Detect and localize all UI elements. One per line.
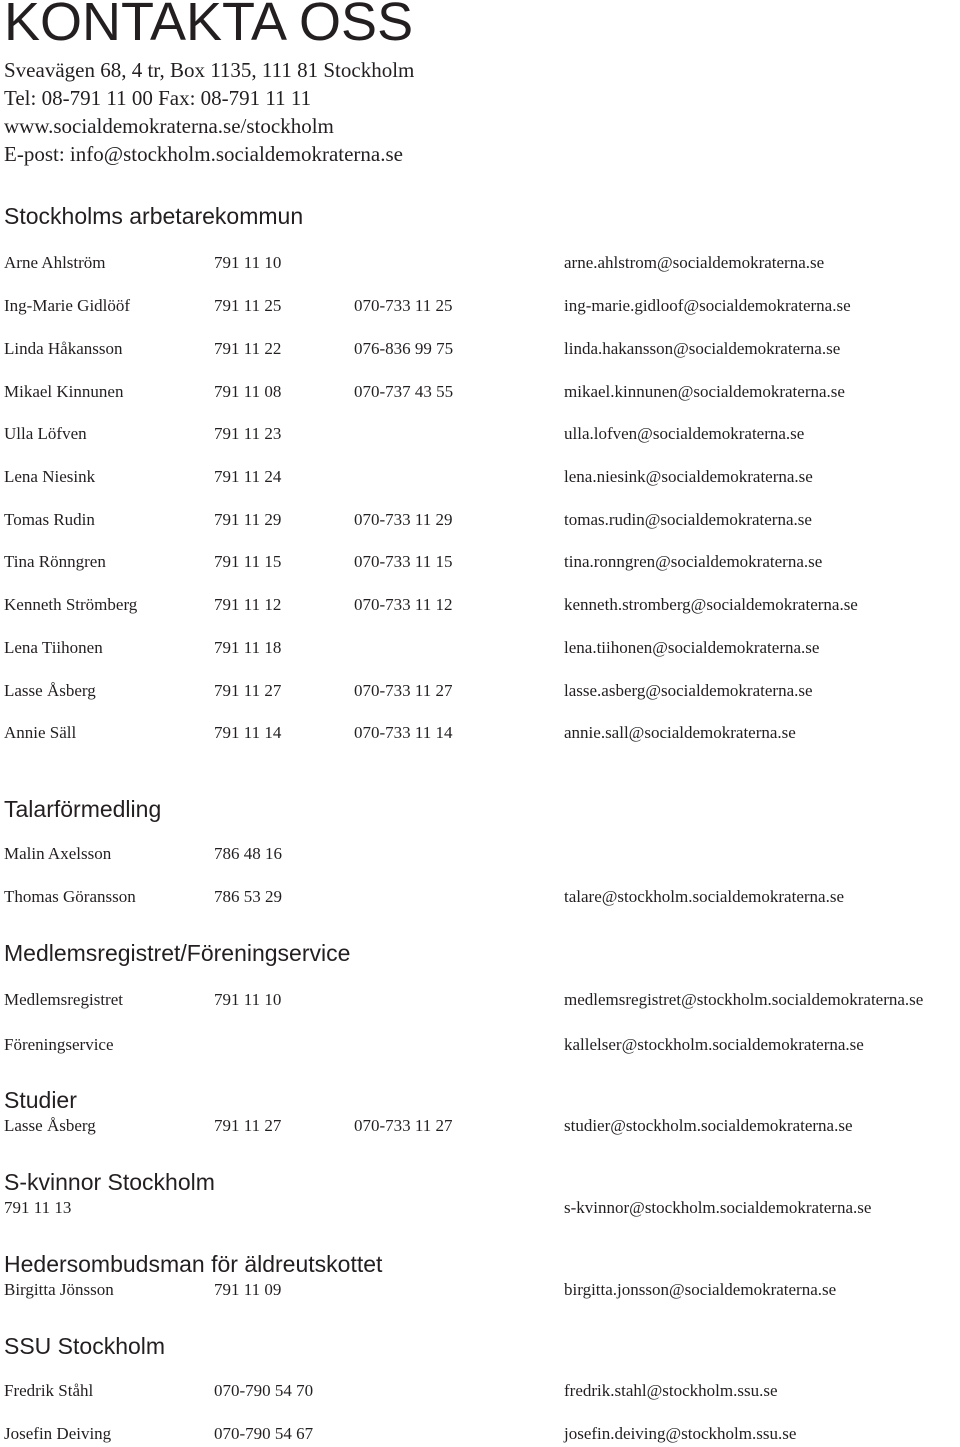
contact-row <box>0 884 960 910</box>
contact-mobile: 070-733 11 25 <box>354 296 453 315</box>
contact-mobile: 070-733 11 29 <box>354 510 453 529</box>
section-heading-ssu: SSU Stockholm <box>4 1333 166 1359</box>
page-title: KONTAKTA OSS <box>4 0 414 52</box>
contact-row <box>0 987 960 1013</box>
contact-row <box>0 1032 960 1058</box>
contact-name: Annie Säll <box>4 723 77 742</box>
contact-name: Medlemsregistret <box>4 990 123 1009</box>
contact-phone: 791 11 24 <box>214 467 282 486</box>
contact-phone: 791 11 18 <box>214 638 282 657</box>
contact-row <box>0 293 960 319</box>
contact-email[interactable]: medlemsregistret@stockholm.socialdemokraterna.se <box>564 990 924 1009</box>
contact-email[interactable]: ing-marie.gidloof@socialdemokraterna.se <box>564 296 851 315</box>
contact-phone: 791 11 10 <box>214 990 282 1009</box>
contact-phone: 786 53 29 <box>214 887 282 906</box>
contact-email[interactable]: fredrik.stahl@stockholm.ssu.se <box>564 1381 778 1400</box>
contact-email[interactable]: lena.niesink@socialdemokraterna.se <box>564 467 813 486</box>
contact-email[interactable]: ulla.lofven@socialdemokraterna.se <box>564 424 805 443</box>
section-heading-arbetarekommun: Stockholms arbetarekommun <box>4 203 304 229</box>
section-heading-talarformedling: Talarförmedling <box>4 796 162 822</box>
address-line: Sveavägen 68, 4 tr, Box 1135, 111 81 Stockholm <box>4 58 415 82</box>
contact-email[interactable]: mikael.kinnunen@socialdemokraterna.se <box>564 382 845 401</box>
contact-name: Malin Axelsson <box>4 844 112 863</box>
contact-phone: 791 11 22 <box>214 339 282 358</box>
contact-row <box>0 678 960 704</box>
contact-phone: 786 48 16 <box>214 844 282 863</box>
contact-name: Föreningservice <box>4 1035 114 1054</box>
contact-name: Mikael Kinnunen <box>4 382 124 401</box>
contact-row <box>0 592 960 618</box>
contact-name: Ing-Marie Gidlööf <box>4 296 131 315</box>
contact-email[interactable]: tina.ronngren@socialdemokraterna.se <box>564 552 823 571</box>
contact-row <box>0 549 960 575</box>
contact-name: Fredrik Ståhl <box>4 1381 94 1400</box>
contact-email[interactable]: studier@stockholm.socialdemokraterna.se <box>564 1116 853 1135</box>
contact-mobile: 070-733 11 12 <box>354 595 453 614</box>
contact-name: Tina Rönngren <box>4 552 106 571</box>
contact-row <box>0 379 960 405</box>
contact-email[interactable]: arne.ahlstrom@socialdemokraterna.se <box>564 253 825 272</box>
contact-name: Ulla Löfven <box>4 424 87 443</box>
contact-phone: 791 11 12 <box>214 595 282 614</box>
contact-email[interactable]: lena.tiihonen@socialdemokraterna.se <box>564 638 820 657</box>
contact-email[interactable]: annie.sall@socialdemokraterna.se <box>564 723 796 742</box>
contact-mobile: 070-733 11 14 <box>354 723 453 742</box>
contact-mobile: 070-733 11 15 <box>354 552 453 571</box>
contact-name: Lasse Åsberg <box>4 1116 96 1135</box>
contact-email[interactable]: josefin.deiving@stockholm.ssu.se <box>564 1424 797 1443</box>
contact-email[interactable]: s-kvinnor@stockholm.socialdemokraterna.se <box>564 1198 872 1217</box>
contact-row <box>0 1195 960 1221</box>
contact-address-block <box>4 56 414 168</box>
phone-fax-line: Tel: 08-791 11 00 Fax: 08-791 11 11 <box>4 86 312 110</box>
contact-phone: 791 11 10 <box>214 253 282 272</box>
contact-row <box>0 1277 960 1303</box>
contact-row <box>0 464 960 490</box>
contact-row <box>0 1421 960 1447</box>
contact-phone: 791 11 25 <box>214 296 282 315</box>
contact-row <box>0 1378 960 1404</box>
email-line: E-post: info@stockholm.socialdemokraterna.se <box>4 142 403 166</box>
contact-email[interactable]: kallelser@stockholm.socialdemokraterna.se <box>564 1035 864 1054</box>
contact-row <box>0 336 960 362</box>
contact-name: Lasse Åsberg <box>4 681 96 700</box>
contact-name: Kenneth Strömberg <box>4 595 138 614</box>
contact-row <box>0 720 960 746</box>
contact-name: Thomas Göransson <box>4 887 136 906</box>
contact-name: Arne Ahlström <box>4 253 106 272</box>
contact-name: 791 11 13 <box>4 1198 72 1217</box>
contact-mobile: 076-836 99 75 <box>354 339 454 358</box>
contact-row <box>0 250 960 276</box>
section-heading-hedersombudsman: Hedersombudsman för äldreutskottet <box>4 1251 383 1277</box>
section-heading-medlemsregistret: Medlemsregistret/Föreningservice <box>4 940 351 966</box>
contact-name: Birgitta Jönsson <box>4 1280 114 1299</box>
contact-email[interactable]: lasse.asberg@socialdemokraterna.se <box>564 681 813 700</box>
contact-row <box>0 421 960 447</box>
contact-phone: 070-790 54 70 <box>214 1381 314 1400</box>
contact-phone: 791 11 09 <box>214 1280 282 1299</box>
contact-phone: 791 11 15 <box>214 552 282 571</box>
contact-phone: 070-790 54 67 <box>214 1424 314 1443</box>
contact-email[interactable]: linda.hakansson@socialdemokraterna.se <box>564 339 841 358</box>
contact-phone: 791 11 27 <box>214 1116 282 1135</box>
section-heading-studier: Studier <box>4 1087 77 1113</box>
contact-phone: 791 11 14 <box>214 723 282 742</box>
contact-mobile: 070-733 11 27 <box>354 681 453 700</box>
contact-phone: 791 11 23 <box>214 424 282 443</box>
contact-phone: 791 11 27 <box>214 681 282 700</box>
contact-name: Josefin Deiving <box>4 1424 112 1443</box>
contact-name: Tomas Rudin <box>4 510 95 529</box>
contact-phone: 791 11 08 <box>214 382 282 401</box>
contact-name: Lena Tiihonen <box>4 638 103 657</box>
contact-mobile: 070-737 43 55 <box>354 382 454 401</box>
section-heading-skvinnor: S-kvinnor Stockholm <box>4 1169 215 1195</box>
contact-email[interactable]: kenneth.stromberg@socialdemokraterna.se <box>564 595 858 614</box>
contact-row <box>0 1113 960 1139</box>
contact-name: Lena Niesink <box>4 467 96 486</box>
contact-row <box>0 635 960 661</box>
contact-phone: 791 11 29 <box>214 510 282 529</box>
contact-email[interactable]: tomas.rudin@socialdemokraterna.se <box>564 510 812 529</box>
contact-row <box>0 507 960 533</box>
contact-email[interactable]: talare@stockholm.socialdemokraterna.se <box>564 887 844 906</box>
contact-row <box>0 841 960 867</box>
website-line: www.socialdemokraterna.se/stockholm <box>4 114 334 138</box>
contact-name: Linda Håkansson <box>4 339 123 358</box>
contact-mobile: 070-733 11 27 <box>354 1116 453 1135</box>
contact-email[interactable]: birgitta.jonsson@socialdemokraterna.se <box>564 1280 837 1299</box>
